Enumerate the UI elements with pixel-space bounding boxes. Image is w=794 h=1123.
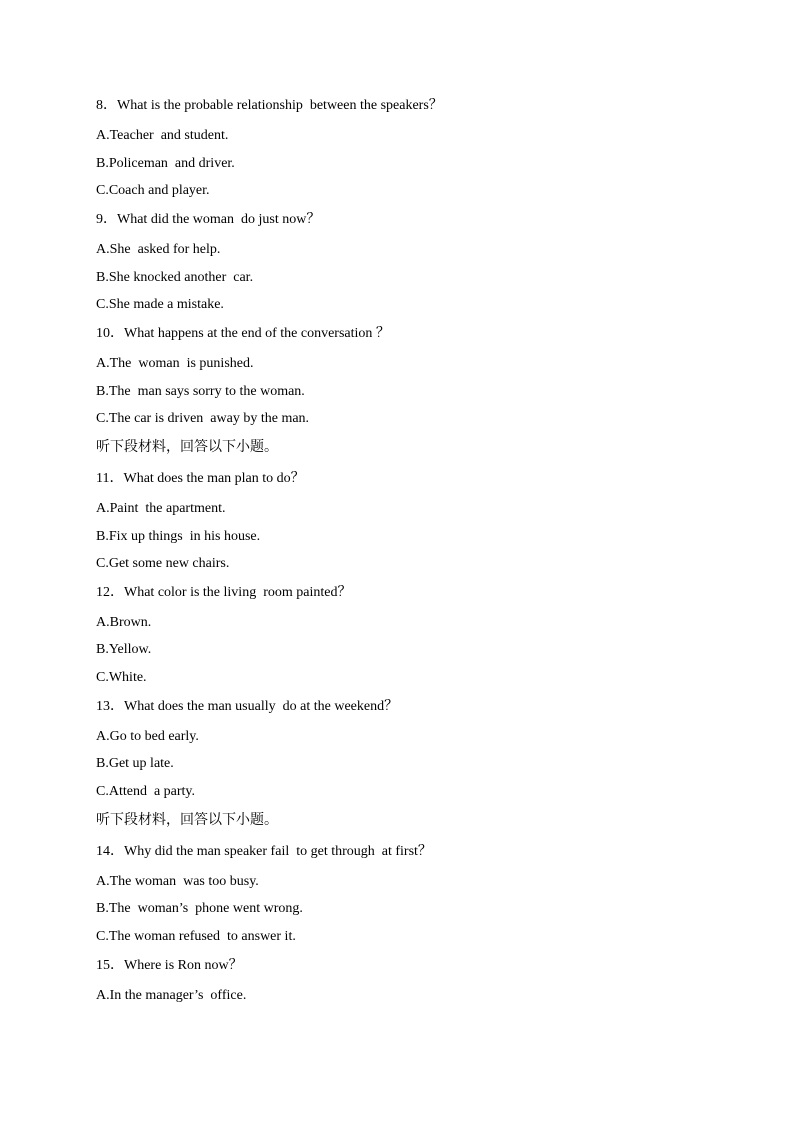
- option-10b: B.The man says sorry to the woman.: [96, 384, 305, 399]
- question-12: 12．What color is the living room painted？: [96, 585, 352, 600]
- option-10c: C.The car is driven away by the man.: [96, 411, 310, 426]
- option-15a: A.In the manager’s office.: [96, 988, 247, 1003]
- option-12c: C.White.: [96, 670, 147, 685]
- option-14a: A.The woman was too busy.: [96, 874, 259, 889]
- question-11: 11．What does the man plan to do？: [96, 471, 305, 486]
- option-8a: A.Teacher and student.: [96, 128, 229, 143]
- option-11b: B.Fix up things in his house.: [96, 529, 261, 544]
- question-13: 13．What does the man usually do at the weekend？: [96, 699, 399, 714]
- option-11c: C.Get some new chairs.: [96, 556, 230, 571]
- option-9c: C.She made a mistake.: [96, 297, 224, 312]
- question-8: 8．What is the probable relationship between the speakers？: [96, 98, 443, 113]
- option-13a: A.Go to bed early.: [96, 729, 199, 744]
- question-10: 10．What happens at the end of the conversation ？: [96, 326, 390, 341]
- section-instruction-2: 听下段材料，回答以下小题。: [96, 812, 278, 828]
- option-8b: B.Policeman and driver.: [96, 156, 235, 171]
- question-14: 14．Why did the man speaker fail to get through at first？: [96, 844, 432, 859]
- option-14b: B.The woman’s phone went wrong.: [96, 901, 303, 916]
- option-13b: B.Get up late.: [96, 756, 174, 771]
- option-14c: C.The woman refused to answer it.: [96, 929, 296, 944]
- option-9a: A.She asked for help.: [96, 242, 221, 257]
- question-15: 15．Where is Ron now？: [96, 958, 243, 973]
- section-instruction-1: 听下段材料，回答以下小题。: [96, 439, 278, 455]
- option-12a: A.Brown.: [96, 615, 152, 630]
- option-10a: A.The woman is punished.: [96, 356, 254, 371]
- option-9b: B.She knocked another car.: [96, 270, 254, 285]
- option-8c: C.Coach and player.: [96, 183, 210, 198]
- question-9: 9．What did the woman do just now？: [96, 212, 321, 227]
- option-12b: B.Yellow.: [96, 642, 152, 657]
- option-11a: A.Paint the apartment.: [96, 501, 226, 516]
- option-13c: C.Attend a party.: [96, 784, 196, 799]
